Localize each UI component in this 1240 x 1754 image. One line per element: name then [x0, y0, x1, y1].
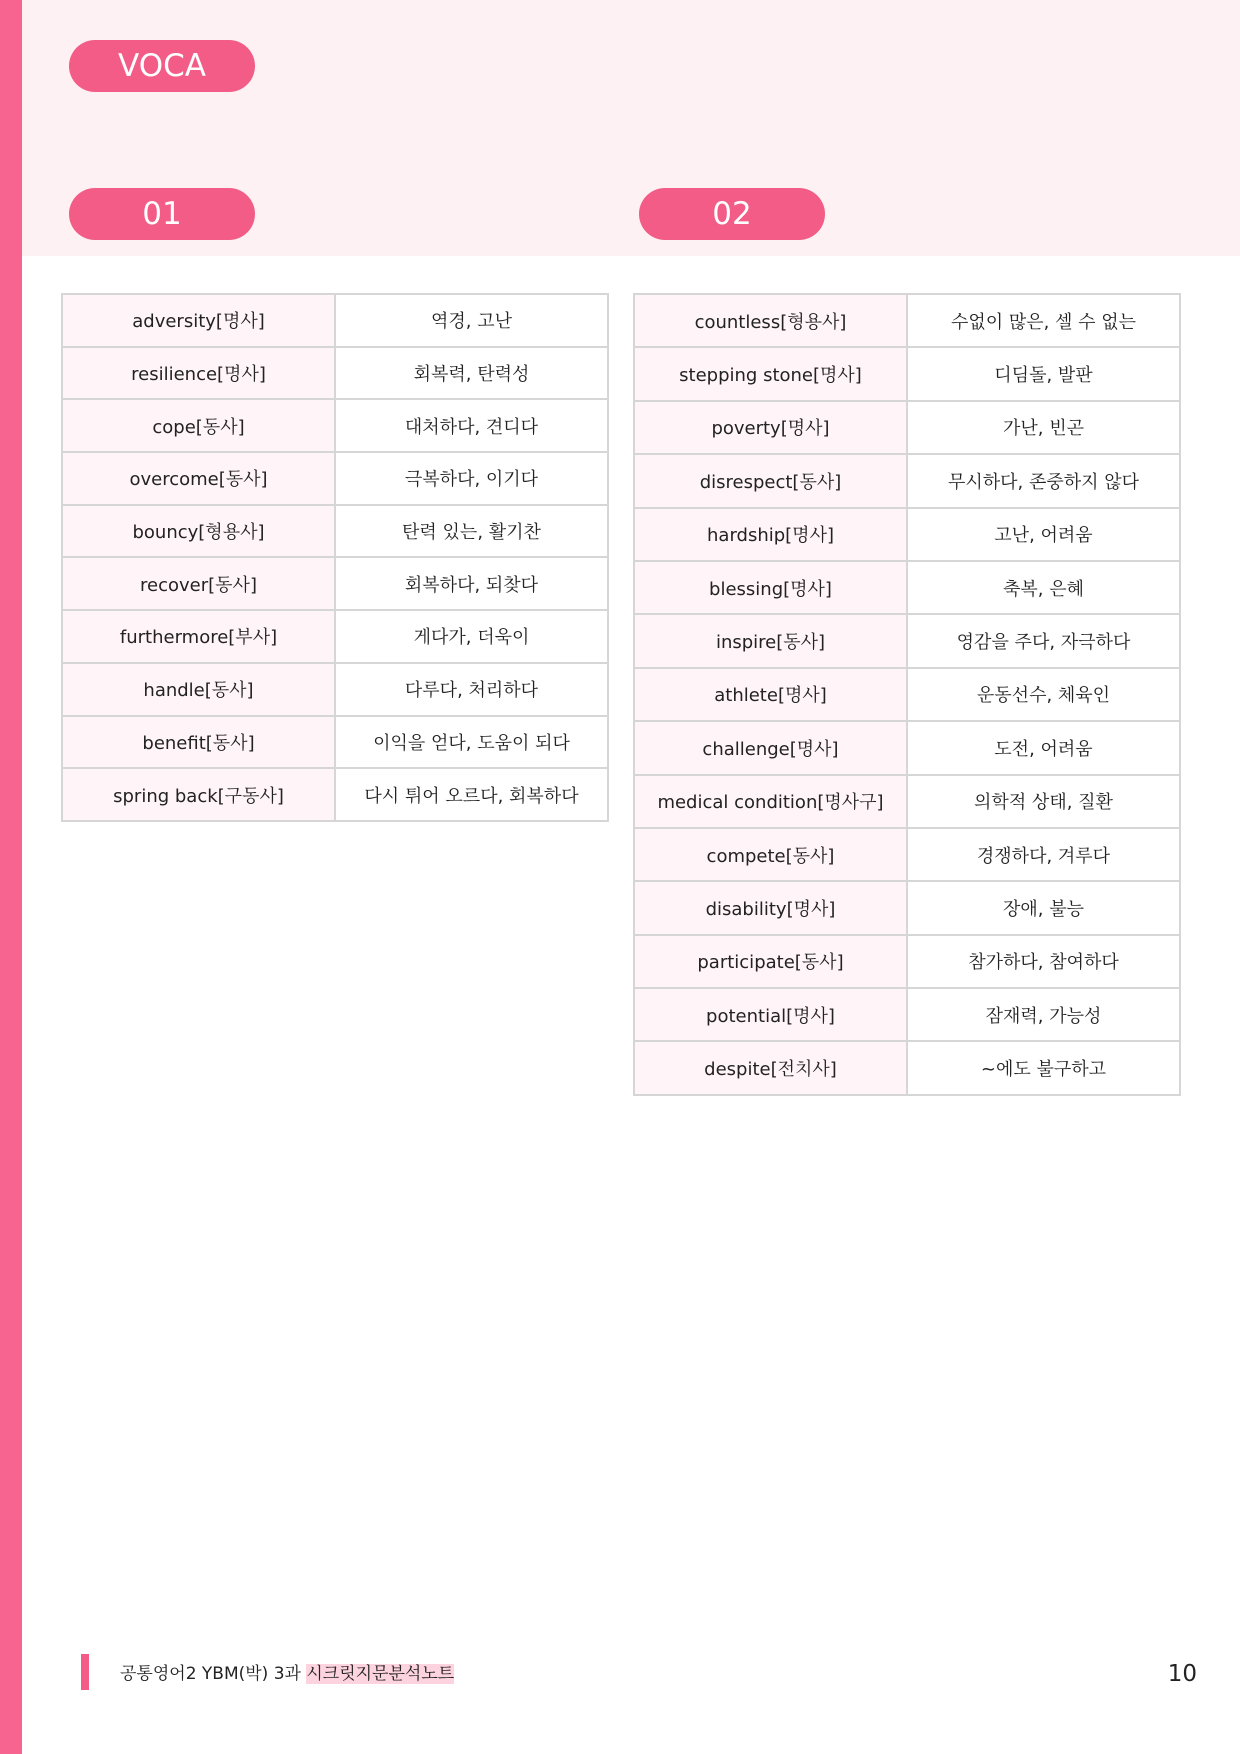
vocab-row — [634, 294, 1180, 347]
vocab-word: participate[동사] — [634, 935, 907, 988]
vocab-word: furthermore[부사] — [62, 610, 335, 663]
vocab-word: countless[형용사] — [634, 294, 907, 347]
vocab-meaning: 극복하다, 이기다 — [335, 452, 608, 505]
vocab-row — [62, 768, 608, 821]
vocab-meaning: 대처하다, 견디다 — [335, 399, 608, 452]
vocab-row — [634, 401, 1180, 454]
vocab-word: bouncy[형용사] — [62, 505, 335, 558]
vocab-word: medical condition[명사구] — [634, 775, 907, 828]
vocab-meaning: ~에도 불구하고 — [907, 1041, 1180, 1094]
vocab-meaning: 경쟁하다, 겨루다 — [907, 828, 1180, 881]
vocab-row — [634, 614, 1180, 667]
vocab-row — [634, 668, 1180, 721]
footer-title-main: 공통영어2 YBM(박) 3과 — [120, 1664, 307, 1684]
vocab-word: adversity[명사] — [62, 294, 335, 347]
section-02-label: 02 — [639, 188, 825, 240]
vocab-row — [634, 881, 1180, 934]
side-accent-bar — [0, 0, 22, 1754]
page-number: 10 — [1167, 1661, 1197, 1687]
vocab-word: spring back[구동사] — [62, 768, 335, 821]
vocab-word: overcome[동사] — [62, 452, 335, 505]
vocab-row — [634, 1041, 1180, 1094]
footer-title-highlight: 시크릿지문분석노트 — [306, 1664, 455, 1684]
vocab-row — [62, 505, 608, 558]
vocab-meaning: 장애, 불능 — [907, 881, 1180, 934]
vocab-table-02 — [633, 293, 1181, 1096]
vocab-meaning: 운동선수, 체육인 — [907, 668, 1180, 721]
vocab-row — [634, 775, 1180, 828]
vocab-row — [62, 610, 608, 663]
vocab-table-01 — [61, 293, 609, 822]
vocab-row — [62, 557, 608, 610]
vocab-row — [62, 716, 608, 769]
vocab-word: challenge[명사] — [634, 721, 907, 774]
vocab-word: inspire[동사] — [634, 614, 907, 667]
vocab-row — [634, 508, 1180, 561]
vocab-row — [634, 828, 1180, 881]
voca-label: VOCA — [69, 40, 255, 92]
vocab-meaning: 잠재력, 가능성 — [907, 988, 1180, 1041]
vocab-word: athlete[명사] — [634, 668, 907, 721]
vocab-meaning: 회복력, 탄력성 — [335, 347, 608, 400]
vocab-word: disrespect[동사] — [634, 454, 907, 507]
vocab-row — [634, 721, 1180, 774]
vocab-row — [62, 663, 608, 716]
vocab-meaning: 고난, 어려움 — [907, 508, 1180, 561]
vocab-meaning: 수없이 많은, 셀 수 없는 — [907, 294, 1180, 347]
vocab-row — [62, 294, 608, 347]
vocab-row — [634, 347, 1180, 400]
vocab-meaning: 회복하다, 되찾다 — [335, 557, 608, 610]
vocab-word: poverty[명사] — [634, 401, 907, 454]
vocab-word: handle[동사] — [62, 663, 335, 716]
vocab-word: stepping stone[명사] — [634, 347, 907, 400]
footer-marker — [81, 1654, 89, 1690]
vocab-word: compete[동사] — [634, 828, 907, 881]
vocab-meaning: 역경, 고난 — [335, 294, 608, 347]
vocab-meaning: 무시하다, 존중하지 않다 — [907, 454, 1180, 507]
vocab-meaning: 탄력 있는, 활기찬 — [335, 505, 608, 558]
vocab-row — [62, 399, 608, 452]
vocab-word: benefit[동사] — [62, 716, 335, 769]
vocab-word: potential[명사] — [634, 988, 907, 1041]
section-01-label: 01 — [69, 188, 255, 240]
vocab-meaning: 의학적 상태, 질환 — [907, 775, 1180, 828]
vocab-row — [634, 561, 1180, 614]
vocab-word: resilience[명사] — [62, 347, 335, 400]
vocab-meaning: 게다가, 더욱이 — [335, 610, 608, 663]
vocab-row — [62, 347, 608, 400]
vocab-row — [634, 454, 1180, 507]
vocab-word: cope[동사] — [62, 399, 335, 452]
vocab-meaning: 가난, 빈곤 — [907, 401, 1180, 454]
vocab-word: hardship[명사] — [634, 508, 907, 561]
vocab-row — [62, 452, 608, 505]
vocab-meaning: 참가하다, 참여하다 — [907, 935, 1180, 988]
vocab-word: blessing[명사] — [634, 561, 907, 614]
vocab-meaning: 영감을 주다, 자극하다 — [907, 614, 1180, 667]
vocab-row — [634, 935, 1180, 988]
vocab-word: recover[동사] — [62, 557, 335, 610]
vocab-meaning: 축복, 은혜 — [907, 561, 1180, 614]
footer-title — [120, 1659, 454, 1684]
vocab-word: despite[전치사] — [634, 1041, 907, 1094]
vocab-row — [634, 988, 1180, 1041]
vocab-meaning: 다루다, 처리하다 — [335, 663, 608, 716]
vocab-meaning: 다시 튀어 오르다, 회복하다 — [335, 768, 608, 821]
vocab-meaning: 디딤돌, 발판 — [907, 347, 1180, 400]
vocab-meaning: 이익을 얻다, 도움이 되다 — [335, 716, 608, 769]
vocab-meaning: 도전, 어려움 — [907, 721, 1180, 774]
vocab-word: disability[명사] — [634, 881, 907, 934]
